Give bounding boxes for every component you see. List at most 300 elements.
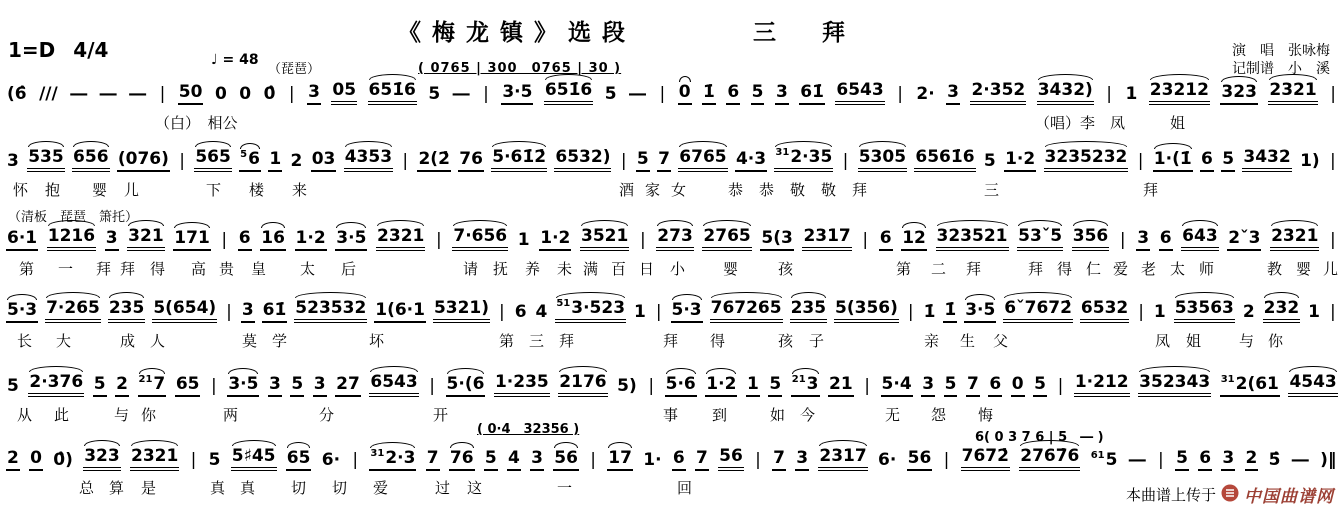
barline: |: [436, 230, 442, 250]
piece-title: 三 拜: [753, 20, 845, 46]
lyric-syllable: 养: [525, 260, 541, 278]
note-token: 5305: [858, 147, 907, 172]
lyric-syllable: 恭: [759, 181, 775, 199]
note-token: 2(2̇: [417, 149, 450, 172]
lyric-syllable: 亲: [924, 332, 940, 350]
note-token: 2: [1242, 302, 1255, 322]
note-token: $^{61}$5: [1090, 450, 1118, 470]
note-token: 3235232: [1044, 147, 1129, 172]
watermark: [1126, 482, 1334, 507]
note-token: 3·5: [964, 300, 996, 323]
grace-note: 5: [240, 149, 248, 161]
site-logo-icon: [1221, 484, 1239, 506]
lyric-syllable: 小: [670, 260, 686, 278]
note-token: 2321: [376, 226, 425, 251]
lyric-syllable: 教: [1267, 260, 1283, 278]
note-token: 1·(1̇: [1153, 149, 1193, 172]
lyric-syllable: 两: [223, 406, 239, 424]
note-token: 352343: [1138, 372, 1211, 397]
barline: |: [862, 230, 869, 250]
lyric-syllable: 婴: [1296, 260, 1312, 278]
note-token: (6̂: [7, 84, 27, 104]
note-token: 2: [6, 448, 20, 471]
grace-note: 21: [791, 374, 806, 386]
key-signature: 1=D: [8, 38, 56, 62]
lyric-syllable: 切: [291, 479, 307, 497]
note-token: 643: [1181, 226, 1219, 251]
lyrics-line-1: [0, 112, 1344, 130]
barline: |: [659, 84, 666, 104]
note-token: 1: [268, 149, 282, 172]
barline: |: [943, 450, 950, 470]
lyric-syllable: 悔: [978, 406, 994, 424]
barline: |: [655, 302, 662, 322]
barline: |: [159, 84, 166, 104]
note-token: ―: [1128, 450, 1146, 470]
lyric-syllable: 酒: [619, 181, 635, 199]
lyric-syllable: 与: [1239, 332, 1255, 350]
note-token: 03: [311, 149, 337, 172]
lyric-syllable: 总: [79, 479, 95, 497]
note-token: 6543: [835, 80, 884, 105]
barline: |: [1330, 84, 1336, 104]
note-token: 1·2: [705, 374, 737, 397]
barline: |: [648, 376, 655, 396]
note-token: 5(356): [834, 298, 899, 323]
lyric-syllable: 太: [300, 260, 316, 278]
note-token: 4·3: [735, 149, 767, 172]
lyric-syllable: 切: [332, 479, 348, 497]
note-token: 3432: [1242, 147, 1291, 172]
lyric-syllable: 第: [19, 260, 35, 278]
note-token: 356: [1072, 226, 1110, 251]
note-token: 2321: [130, 446, 179, 471]
lyric-syllable: 过: [435, 479, 451, 497]
note-token: 76: [458, 149, 484, 172]
note-token: ―: [629, 84, 647, 104]
note-token: 5: [636, 149, 650, 172]
lyric-syllable: 第: [896, 260, 912, 278]
barline: |: [842, 151, 849, 171]
note-token: 3·5: [335, 228, 367, 251]
lyric-syllable: 家: [645, 181, 661, 199]
note-token: 6532): [554, 147, 611, 172]
barline: |: [755, 450, 761, 470]
note-token: 4: [507, 448, 521, 471]
lyrics-line-5: [0, 404, 1344, 422]
note-token: 3432): [1037, 80, 1094, 105]
barline: |: [352, 450, 359, 470]
note-token: 2: [1245, 448, 1259, 471]
barline: |: [1106, 84, 1113, 104]
note-token: 5: [768, 374, 782, 397]
note-token: 65: [286, 448, 312, 471]
note-token: $^{21}$3: [791, 374, 820, 397]
lyric-syllable: 三: [984, 181, 1000, 199]
note-token: 0: [239, 84, 252, 104]
note-token: 0: [678, 82, 692, 105]
notes-line-4: [5, 298, 1339, 323]
note-token: 1: [634, 302, 646, 322]
lyrics-line-4: [0, 330, 1344, 348]
ossia-notes: ( 0765 | 300 0765 | 30 ): [418, 61, 622, 76]
note-token: 523532: [294, 298, 367, 323]
credit-performer: 演 唱 张咏梅: [1232, 43, 1330, 59]
lyric-syllable: 成: [120, 332, 136, 350]
note-token: 5̂: [1268, 450, 1281, 470]
note-token: 1·2: [1004, 149, 1036, 172]
lyric-syllable: 拜: [852, 181, 868, 199]
lyrics-line-3: [0, 258, 1344, 276]
lyric-syllable: 拜: [1143, 181, 1159, 199]
note-token: 6: [1198, 448, 1212, 471]
note-token: 23212: [1149, 80, 1210, 105]
lyrics-line-2: [0, 179, 1344, 197]
note-token: 5·6: [665, 374, 697, 397]
lyric-syllable: 从: [17, 406, 33, 424]
note-token: 5(3: [760, 228, 793, 251]
lyric-syllable: 儿: [124, 181, 140, 199]
lyric-syllable: 楼: [249, 181, 265, 199]
lyric-syllable: 学: [272, 332, 288, 350]
note-token: 1̇: [702, 82, 716, 105]
lyric-syllable: 恭: [728, 181, 744, 199]
accompaniment-label: （清板 琵琶 箫托）: [8, 210, 139, 225]
lyric-syllable: 百: [611, 260, 627, 278]
lyric-syllable: 得: [710, 332, 726, 350]
lyric-syllable: 事: [663, 406, 679, 424]
note-token: ///: [39, 84, 58, 104]
note-token: 323: [83, 446, 121, 471]
note-token: 5: [208, 450, 221, 470]
lyric-syllable: 拜: [1028, 260, 1044, 278]
note-token: 6532: [1080, 298, 1129, 323]
lyric-syllable: 如: [770, 406, 786, 424]
note-token: 76: [449, 448, 475, 471]
lyric-syllable: 怨: [931, 406, 947, 424]
note-token: 2317: [802, 226, 851, 251]
barline: |: [1158, 450, 1164, 470]
lyric-syllable: 爱: [1113, 260, 1129, 278]
note-token: 53ˇ5: [1017, 226, 1063, 251]
note-token: 7: [966, 374, 980, 397]
site-name: 中国曲谱网: [1244, 487, 1334, 507]
lyric-syllable: 来: [292, 181, 308, 199]
note-token: 0: [1011, 374, 1025, 397]
note-token: 3: [775, 82, 789, 105]
barline: |: [288, 84, 295, 104]
lyric-syllable: 这: [467, 479, 483, 497]
barline: |: [897, 84, 903, 104]
lyric-syllable: 父: [993, 332, 1009, 350]
note-token: 2·: [916, 84, 935, 104]
lyric-syllable: 人: [150, 332, 166, 350]
note-token: $^{51}$3·523: [555, 298, 626, 323]
note-token: 3: [1136, 228, 1150, 251]
note-token: ―: [1291, 450, 1309, 470]
note-token: 7: [695, 448, 709, 471]
note-token: 5: [1221, 149, 1235, 172]
time-signature: 4/4: [73, 38, 109, 62]
lyric-syllable: 开: [433, 406, 449, 424]
lyric-syllable: 生: [960, 332, 976, 350]
lyric-syllable: 抱: [45, 181, 61, 199]
notes-line-2: [5, 147, 1339, 172]
lyric-syllable: 日: [639, 260, 655, 278]
note-token: 5(654): [152, 298, 217, 323]
lyric-syllable: 二: [931, 260, 947, 278]
note-token: 6: [879, 228, 893, 251]
note-token: 321: [127, 226, 165, 251]
note-token: 7: [772, 448, 786, 471]
lyric-syllable: 拜: [559, 332, 575, 350]
lyric-syllable: （白） 相公: [155, 114, 238, 132]
note-token: 2767̇6: [1019, 446, 1080, 471]
note-token: 6543: [369, 372, 418, 397]
instrument-label: （琵琶）: [268, 62, 321, 77]
note-token: 4353: [344, 147, 393, 172]
barline: |: [190, 450, 197, 470]
lyric-syllable: 后: [341, 260, 357, 278]
note-token: 171: [173, 228, 211, 251]
note-token: 7: [657, 149, 671, 172]
note-token: 3: [307, 82, 321, 105]
lyric-syllable: 三: [529, 332, 545, 350]
note-token: 6·1: [6, 228, 38, 251]
note-token: 16: [260, 228, 286, 251]
lyric-syllable: 拜: [966, 260, 982, 278]
note-token: 3: [313, 374, 327, 397]
lyric-syllable: 凤: [1155, 332, 1171, 350]
lyric-syllable: 拜: [663, 332, 679, 350]
lyric-syllable: 高: [191, 260, 207, 278]
note-token: 3: [1221, 448, 1235, 471]
lyric-syllable: 回: [677, 479, 693, 497]
note-token: 0: [29, 448, 43, 471]
note-token: 273: [656, 226, 694, 251]
note-token: 56: [718, 446, 744, 471]
note-token: 6: [988, 374, 1002, 397]
insert-notes-left: ( 0·4 32356 ): [477, 422, 580, 437]
note-token: 5·3: [6, 300, 38, 323]
note-token: 5·3: [671, 300, 703, 323]
lyric-syllable: 抚: [493, 260, 509, 278]
note-token: 4: [535, 302, 548, 322]
lyric-syllable: 拜: [120, 260, 136, 278]
lyric-syllable: 坏: [369, 332, 385, 350]
note-token: 5: [944, 374, 958, 397]
note-token: 1·212: [1074, 372, 1130, 397]
barline: |: [211, 376, 217, 396]
notes-line-1: [5, 80, 1339, 105]
barline: |: [1330, 230, 1336, 250]
note-token: $^5$6: [239, 149, 261, 172]
barline: |: [499, 302, 505, 322]
note-token: 1): [1300, 151, 1320, 171]
note-token: 3: [241, 300, 255, 323]
note-token: $^{31}$2·3: [369, 448, 416, 471]
lyric-syllable: 婴: [723, 260, 739, 278]
lyric-syllable: 与: [114, 406, 130, 424]
lyric-syllable: 皇: [251, 260, 267, 278]
lyric-syllable: 满: [583, 260, 599, 278]
note-token: 6: [514, 302, 527, 322]
note-token: 2·376: [28, 372, 84, 397]
lyric-syllable: 师: [1199, 260, 1215, 278]
note-token: 1: [1153, 302, 1166, 322]
note-token: 1: [1308, 302, 1320, 322]
lyric-syllable: 一: [557, 479, 573, 497]
note-token: 7·265: [45, 298, 101, 323]
barline: |: [226, 302, 232, 322]
lyric-syllable: 此: [54, 406, 70, 424]
note-token: 05: [331, 80, 357, 105]
lyric-syllable: 莫: [242, 332, 258, 350]
barline: |: [620, 151, 627, 171]
note-token: 7672̇: [961, 446, 1010, 471]
note-token: 6: [1159, 228, 1173, 251]
note-token: 6ˇ7672̇: [1003, 298, 1073, 323]
grace-note: 21: [138, 374, 153, 386]
lyric-syllable: 大: [56, 332, 72, 350]
lyric-syllable: 孩: [778, 260, 794, 278]
lyric-syllable: 得: [1057, 260, 1073, 278]
note-token: 61̇: [799, 82, 825, 105]
note-token: 3: [795, 448, 809, 471]
note-token: 21: [828, 374, 854, 397]
key-and-time-signature: [8, 38, 126, 62]
note-token: 5♯45: [231, 446, 277, 471]
lyric-syllable: 敬: [790, 181, 806, 199]
lyric-syllable: 你: [141, 406, 157, 424]
note-token: 2: [290, 151, 303, 171]
lyric-syllable: 敬: [821, 181, 837, 199]
barline: |: [1330, 151, 1336, 171]
note-token: 7·656: [452, 226, 508, 251]
barline: |: [1138, 302, 1144, 322]
note-token: 6: [672, 448, 686, 471]
note-token: $^{31}$2·35: [774, 147, 833, 172]
lyric-syllable: 你: [1268, 332, 1284, 350]
note-token: 5: [484, 448, 498, 471]
lyric-syllable: 儿: [1323, 260, 1339, 278]
note-token: 1·2: [539, 228, 571, 251]
grace-note: 31: [370, 448, 385, 460]
notes-line-3: [5, 226, 1339, 251]
lyric-syllable: 婴: [92, 181, 108, 199]
note-token: $^{21}$7: [138, 374, 167, 397]
note-token: 1(6·1: [374, 300, 426, 323]
note-token: 50: [178, 82, 204, 105]
lyric-syllable: 拜: [96, 260, 112, 278]
note-token: 12: [901, 228, 927, 251]
note-token: 5: [428, 84, 441, 104]
lyric-syllable: （唱）李 凤 姐: [1035, 114, 1186, 132]
barline: |: [1119, 230, 1126, 250]
note-token: 6: [238, 228, 252, 251]
note-token: 232: [1263, 298, 1301, 323]
note-token: 5: [604, 84, 617, 104]
note-token: 2: [115, 374, 129, 397]
lyric-syllable: 第: [499, 332, 515, 350]
lyric-syllable: 孩: [778, 332, 794, 350]
note-token: 3·5: [227, 374, 259, 397]
note-token: 3: [530, 448, 544, 471]
note-token: 235: [108, 298, 146, 323]
lyric-syllable: 请: [463, 260, 479, 278]
note-token: 1216: [47, 226, 96, 251]
lyric-syllable: 今: [800, 406, 816, 424]
note-token: 1: [517, 230, 530, 250]
note-token: 2·352: [970, 80, 1026, 105]
note-token: 0̂: [263, 84, 276, 104]
lyric-syllable: 真: [240, 479, 256, 497]
lyric-syllable: 贵: [219, 260, 235, 278]
lyric-syllable: 分: [319, 406, 335, 424]
barline: |: [483, 84, 489, 104]
note-token: 323521: [936, 226, 1009, 251]
lyric-syllable: 无: [885, 406, 901, 424]
note-token: 5: [1033, 374, 1047, 397]
note-token: 56: [553, 448, 579, 471]
note-token: 3: [921, 374, 935, 397]
note-token: 5: [1175, 448, 1189, 471]
lyric-syllable: 长: [17, 332, 33, 350]
note-token: 565: [194, 147, 232, 172]
note-token: 2321: [1268, 80, 1317, 105]
grace-note: 31: [1220, 374, 1235, 386]
note-token: 6·: [321, 450, 341, 470]
notes-line-6: [5, 446, 1339, 471]
lyric-syllable: 太: [1170, 260, 1186, 278]
barline: |: [864, 376, 870, 396]
note-token: 5): [617, 376, 637, 396]
note-token: 5·(6: [446, 374, 486, 397]
note-token: 6: [726, 82, 740, 105]
note-token: 5321): [433, 298, 490, 323]
notes-line-5: [5, 372, 1339, 397]
note-token: 2317: [818, 446, 867, 471]
grace-note: 51: [556, 298, 571, 310]
lyric-syllable: 算: [109, 479, 125, 497]
note-token: 656: [72, 147, 110, 172]
barline: |: [639, 230, 646, 250]
note-token: 5: [751, 82, 765, 105]
note-token: $^{31}$2(61: [1220, 374, 1280, 397]
lyric-syllable: 未: [557, 260, 573, 278]
lyric-syllable: 怀: [13, 181, 29, 199]
note-token: 1̇: [943, 300, 957, 323]
barline: |: [1057, 376, 1064, 396]
note-token: 3521: [580, 226, 629, 251]
barline: |: [429, 376, 435, 396]
note-token: 651̇6: [368, 80, 417, 105]
note-token: 5: [93, 374, 107, 397]
note-token: (076): [117, 149, 170, 172]
lyric-syllable: 女: [671, 181, 687, 199]
note-token: 3: [7, 151, 19, 171]
note-token: 3: [105, 228, 119, 251]
grace-note: 61: [1090, 450, 1105, 462]
note-token: ―: [70, 84, 88, 104]
note-token: 1·: [643, 450, 662, 470]
note-token: 0̂): [53, 450, 73, 470]
watermark-text: 本曲谱上传于: [1125, 486, 1216, 504]
note-token: 65: [175, 374, 201, 397]
insert-notes-right: 6( 0 3 7 6 | 5 ― ): [975, 430, 1104, 445]
note-token: 535: [27, 147, 65, 172]
note-token: ―: [99, 84, 117, 104]
